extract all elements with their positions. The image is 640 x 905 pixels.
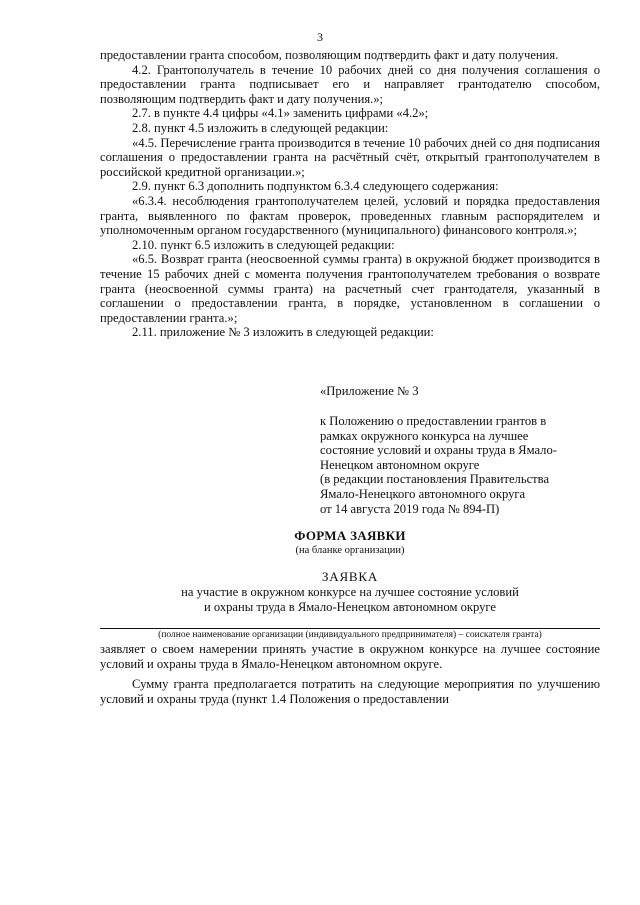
form-subtitle: (на бланке организации) [295, 545, 405, 556]
appendix-note [320, 414, 610, 516]
appendix-line: Ненецком автономном округе [320, 457, 480, 472]
paragraph: предоставлении гранта способом, позволяющим подтвердить факт и дату получения. [100, 48, 559, 62]
appendix-title-block [320, 384, 610, 399]
appendix-line: Ямало-Ненецкого автономного округа [320, 486, 526, 501]
document-body [100, 48, 600, 340]
appendix-line: рамках окружного конкурса на лучшее [320, 428, 529, 443]
paragraph: 2.7. в пункте 4.4 цифры «4.1» заменить цифрами «4.2»; [132, 106, 429, 121]
appendix-line: от 14 августа 2019 года № 894-П) [320, 501, 500, 516]
form-title: ФОРМА ЗАЯВКИ [294, 528, 406, 543]
appendix-line: (в редакции постановления Правительства [320, 472, 550, 487]
paragraph: 2.11. приложение № 3 изложить в следующей редакции: [132, 325, 434, 340]
grant-usage-paragraph: Сумму гранта предполагается потратить на следующие мероприятия по улучшению условий и охраны труда (пункт 1.4 Положения о предоставлении [100, 677, 600, 706]
page-number: 3 [317, 30, 323, 44]
application-description [100, 585, 600, 615]
paragraph: «4.5. Перечисление гранта производится в течение 10 рабочих дней со дня подписания соглашения о предоставлении гранта на расчётный счёт, открытый грантополучателем в российской кредитной организации.»; [100, 135, 600, 179]
statement-paragraph: заявляет о своем намерении принять участие в окружном конкурсе на лучшее состояние условий и охраны труда в Ямало-Ненецком автономном округе. [100, 642, 600, 671]
appendix-line: состояние условий и охраны труда в Ямало- [320, 443, 557, 458]
fill-in-caption: (полное наименование организации (индивидуального предпринимателя) – соискателя гранта) [158, 630, 542, 640]
form-body [100, 642, 600, 706]
application-heading: ЗАЯВКА [321, 569, 379, 584]
application-description-line: на участие в окружном конкурсе на лучшее состояние условий [181, 585, 519, 599]
appendix-line: к Положению о предоставлении грантов в [320, 414, 547, 428]
paragraph: «6.3.4. несоблюдения грантополучателем целей, условий и порядка предоставления гранта, выявленного по фактам проверок, проведенных главным распорядителем и уполномоченным органом государственного (муниципального) финансового контроля.»; [100, 193, 600, 238]
paragraph: 2.10. пункт 6.5 изложить в следующей редакции: [132, 237, 395, 252]
paragraph: 4.2. Грантополучатель в течение 10 рабочих дней со дня получения соглашения о предоставлении гранта подписывает его и направляет грантодателю способом, позволяющим подтвердить факт и дату получения.»; [100, 62, 600, 106]
application-description-line: и охраны труда в Ямало-Ненецком автономном округе [203, 600, 497, 614]
paragraph: 2.9. пункт 6.3 дополнить подпунктом 6.3.4 следующего содержания: [132, 179, 499, 194]
appendix-title: «Приложение № 3 [320, 384, 419, 398]
paragraph: «6.5. Возврат гранта (неосвоенной суммы гранта) в окружной бюджет производится в течение 15 рабочих дней с момента получения грантополучателем требования о возврате гранта (неосвоенной суммы гранта) на расчетный счет грантодателя, указанный в соглашении о предоставлении гранта, в порядке, установленном в соглашении о предоставлении гранта.»; [100, 252, 600, 325]
fill-in-line [100, 628, 600, 629]
paragraph: 2.8. пункт 4.5 изложить в следующей редакции: [132, 120, 389, 135]
